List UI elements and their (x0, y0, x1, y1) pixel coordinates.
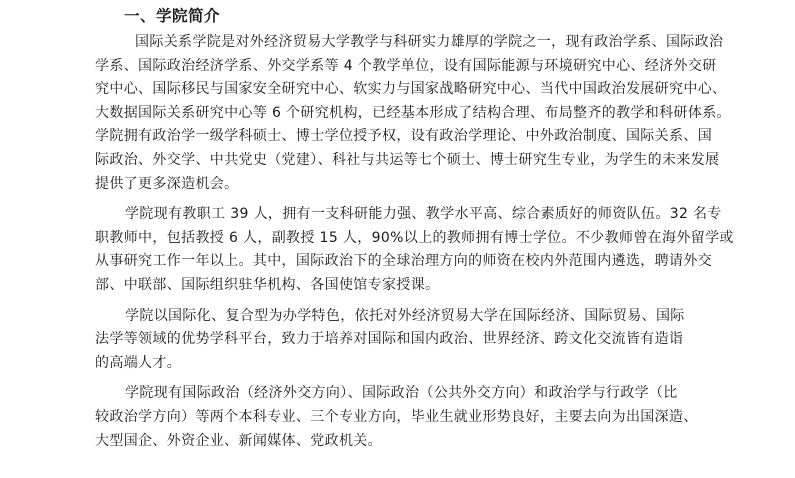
text-line: 大型国企、外资企业、新闻媒体、党政机关。 (95, 432, 382, 449)
text-line: 究中心、国际移民与国家安全研究中心、软实力与国家战略研究中心、当代中国政治发展研究中心、 (95, 81, 727, 98)
text-line: 学院拥有政治学一级学科硕士、博士学位授予权，设有政治学理论、中外政治制度、国际关系、国 (95, 128, 713, 145)
section-heading: 一、学院简介 (124, 7, 221, 25)
text-line: 国际关系学院是对外经济贸易大学教学与科研实力雄厚的学院之一，现有政治学系、国际政治 (135, 34, 724, 50)
text-line: 大数据国际关系研究中心等 6 个研究机构，已经基本形成了结构合理、布局整齐的教学和科研体系。 (95, 104, 731, 121)
text-line: 法学等领域的优势学科平台，致力于培养对国际和国内政治、世界经济、跨文化交流皆有造诣 (95, 331, 684, 348)
text-line: 学院现有国际政治（经济外交方向）、国际政治（公共外交方向）和政治学与行政学（比 (125, 385, 678, 402)
text-line: 际政治、外交学、中共党史（党建）、科社与共运等七个硕士、博士研究生专业，为学生的未来发展 (95, 151, 720, 168)
text-line: 从事研究工作一年以上。其中，国际政治下的全球治理方向的师资在校内外范围内遴选，聘请外交 (95, 253, 713, 270)
paragraph-faculty (95, 203, 734, 297)
paragraph-features (95, 305, 705, 376)
text-line: 部、中联部、国际组织驻华机构、各国使馆专家授课。 (95, 276, 440, 293)
document-body (95, 31, 734, 460)
paragraph-majors (95, 382, 705, 453)
text-line: 学院现有教职工 39 人，拥有一支科研能力强、教学水平高、综合素质好的师资队伍。32 名专 (125, 206, 722, 223)
text-line: 提供了更多深造机会。 (95, 175, 239, 192)
paragraph-intro (95, 31, 731, 196)
text-line: 较政治学方向）等两个本科专业、三个专业方向，毕业生就业形势良好，主要去向为出国深造、 (95, 408, 698, 425)
text-line: 的高端人才。 (95, 354, 182, 371)
text-line: 职教师中，包括教授 6 人，副教授 15 人，90%以上的教师拥有博士学位。不少教师曾在海外留学或 (95, 229, 734, 246)
text-line: 学院以国际化、复合型为办学特色，依托对外经济贸易大学在国际经济、国际贸易、国际 (125, 307, 685, 324)
text-line: 学系、国际政治经济学系、外交学系等 4 个教学单位，设有国际能源与环境研究中心、经济外交研 (95, 57, 717, 74)
